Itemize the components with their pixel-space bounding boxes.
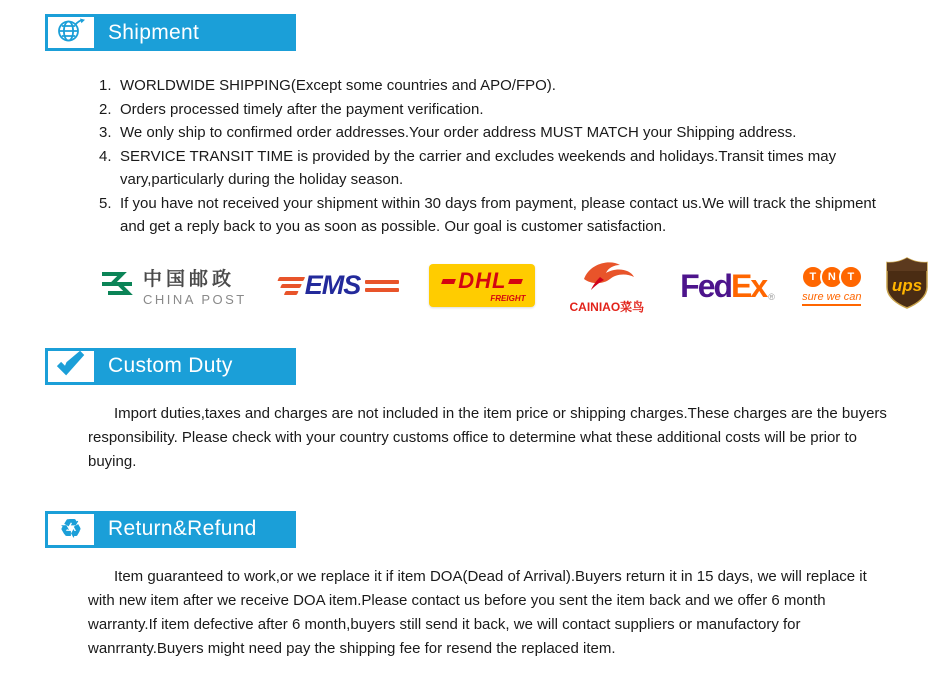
- shipment-item-number: 4.: [99, 147, 112, 165]
- tnt-circles-icon: [801, 265, 863, 289]
- shipment-item-number: 2.: [99, 100, 112, 118]
- tnt-letter-t2: T: [839, 265, 863, 289]
- ems-stripes-right-icon: [365, 280, 399, 292]
- tnt-letter-n: N: [820, 265, 844, 289]
- return-refund-icon-box: [48, 514, 94, 545]
- ems-logo: [275, 270, 400, 301]
- check-icon: [56, 351, 86, 381]
- shipment-list: [99, 74, 882, 239]
- shipment-icon-box: [48, 17, 94, 48]
- dhl-wordmark-row: [439, 270, 525, 292]
- globe-plane-icon: [55, 17, 87, 49]
- dhl-freight-label: FREIGHT: [490, 294, 526, 303]
- shipment-item-text: If you have not received your shipment within 30 days from payment, please contact us.We will track the shipment and get a reply back to you as soon as possible. Our goal is customer satisfaction.: [120, 194, 876, 235]
- fedex-registered-mark: ®: [768, 291, 775, 302]
- fedex-wordmark-ex: Ex: [731, 267, 767, 304]
- return-refund-paragraph: Item guaranteed to work,or we replace it if item DOA(Dead of Arrival).Buyers return it in 15 days, we will replace it with new item after we receive DOA item.Please contact us before you sent the item back and we offer 6 month warranty.If item defective after 6 month,buyers still send it back, we will contact suppliers or manufactory for wanrranty.Buyers might need pay the shipping fee for resend the replaced item.: [88, 567, 867, 657]
- shipment-item-text: SERVICE TRANSIT TIME is provided by the carrier and excludes weekends and holidays.Transit times may vary,particularly during the holiday season.: [120, 147, 837, 188]
- tnt-logo: [801, 265, 863, 306]
- ups-logo: [885, 257, 929, 314]
- dhl-dash-right-icon: [509, 279, 524, 284]
- shipment-section-title: Shipment: [108, 20, 200, 44]
- cainiao-wordmark: CAINIAO菜鸟: [569, 299, 645, 314]
- dhl-dash-left-icon: [441, 279, 456, 284]
- shipment-item-number: 5.: [99, 194, 112, 212]
- china-post-en-label: CHINA POST: [143, 292, 247, 307]
- shipment-item-text: We only ship to confirmed order addresses.Your order address MUST MATCH your Shipping address.: [120, 124, 797, 141]
- return-refund-section-header: [45, 511, 296, 548]
- shipment-list-item: [99, 121, 882, 145]
- custom-duty-icon-box: [48, 351, 94, 382]
- shipment-list-item: [99, 98, 882, 122]
- shipment-section-header: [45, 14, 296, 51]
- ems-wordmark: EMS: [304, 270, 361, 300]
- custom-duty-paragraph: Import duties,taxes and charges are not included in the item price or shipping charges.These charges are the buyers responsibility. Please check with your country customs office to determine what these additional costs will be prior to buying.: [88, 404, 887, 470]
- ups-wordmark: ups: [891, 276, 922, 295]
- china-post-emblem-icon: [100, 265, 136, 306]
- ems-stripes-left-icon: [271, 277, 305, 295]
- china-post-wordmark: [143, 264, 247, 307]
- fedex-wordmark-fed: Fed: [680, 267, 732, 304]
- fedex-logo: [680, 267, 775, 304]
- shipment-item-text: Orders processed timely after the payment verification.: [120, 100, 484, 118]
- ups-shield-icon: [885, 257, 929, 314]
- cainiao-bird-icon: [576, 257, 638, 296]
- shipment-list-item: [99, 192, 882, 239]
- shipment-item-number: 1.: [99, 77, 112, 94]
- china-post-cn-label: 中国邮政: [143, 269, 236, 290]
- tnt-letter-t1: T: [801, 265, 825, 289]
- custom-duty-section-title: Custom Duty: [108, 354, 233, 377]
- shipment-list-item: [99, 145, 882, 192]
- recycle-icon: ♻: [59, 514, 83, 543]
- return-refund-section-title: Return&Refund: [108, 517, 257, 540]
- dhl-logo: [429, 264, 535, 307]
- shipment-list-item: [99, 74, 882, 98]
- carrier-logos-row: [100, 255, 930, 317]
- tnt-slogan: sure we can: [802, 291, 861, 306]
- shipment-item-text: WORLDWIDE SHIPPING(Except some countries and APO/FPO).: [120, 77, 556, 94]
- china-post-logo: [100, 264, 247, 307]
- custom-duty-section-header: [45, 348, 296, 385]
- dhl-wordmark: DHL: [458, 268, 507, 293]
- shipment-item-number: 3.: [99, 124, 112, 141]
- cainiao-logo: [569, 257, 644, 315]
